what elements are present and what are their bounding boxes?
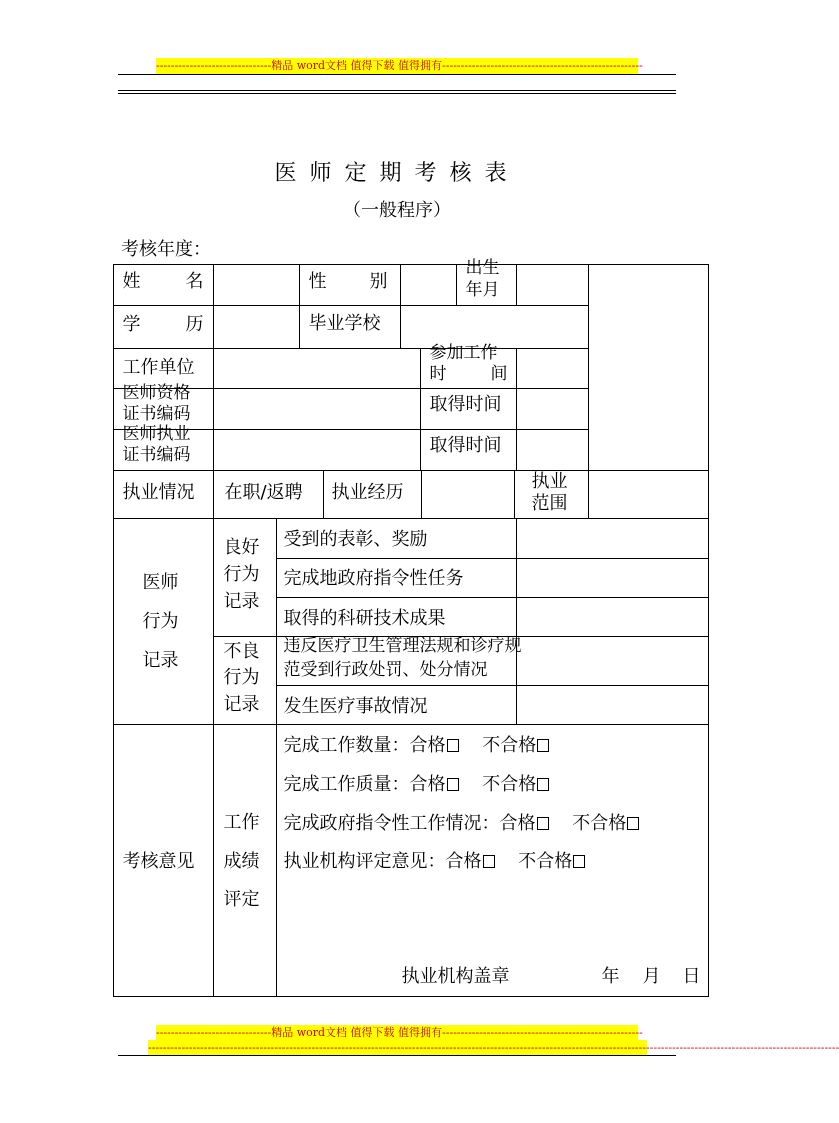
practice-experience-field[interactable] (421, 470, 515, 519)
gender-field[interactable] (400, 264, 457, 306)
obtain-time-field-1[interactable] (516, 388, 589, 430)
performance-label-2: 成绩 (223, 850, 260, 872)
good-item-3: 取得的科研技术成果 (283, 607, 446, 629)
criterion-row-quality (284, 774, 550, 796)
obtain-time-label-cell-2 (420, 429, 517, 471)
education-field[interactable] (213, 305, 300, 349)
checkbox-quantity-pass[interactable] (447, 739, 459, 752)
work-unit-label: 工作单位 (122, 356, 195, 378)
practice-experience-label: 执业经历 (331, 481, 404, 503)
obtain-time-label-1: 取得时间 (429, 393, 502, 415)
opinion-label: 考核意见 (122, 850, 195, 872)
good-behavior-label-cell (213, 518, 277, 637)
gender-label-1: 性 (308, 270, 327, 292)
criterion-quantity-fail: 不合格 (482, 734, 537, 756)
criterion-directive-fail: 不合格 (572, 812, 627, 834)
header-double-rule-top (118, 90, 676, 91)
obtain-time-label-cell-1 (420, 388, 517, 430)
footer-banner-1: -------------------------------精品 word文档 值得下载 值得拥有------------------------------------------------------ (156, 1026, 643, 1039)
start-work-label-cell (420, 342, 517, 389)
bad-behavior-label-1: 不良 (223, 640, 260, 662)
employment-status: 在职/返聘 (224, 481, 303, 503)
obtain-time-label-2: 取得时间 (429, 434, 502, 456)
name-field[interactable] (213, 264, 300, 306)
name-label-cell (113, 264, 214, 306)
checkbox-quality-fail[interactable] (537, 778, 549, 791)
bad-behavior-label-3: 记录 (223, 693, 260, 715)
education-label-1: 学 (122, 313, 141, 335)
date-day: 日 (682, 965, 701, 987)
performance-label-3: 评定 (223, 888, 260, 910)
practice-experience-label-cell (323, 470, 422, 519)
page-subtitle: （一般程序） (343, 200, 451, 221)
good-item-field-3[interactable] (516, 597, 709, 637)
practice-scope-label-1: 执业 (531, 470, 568, 492)
practice-scope-label-cell (514, 470, 589, 519)
practice-scope-field[interactable] (588, 470, 709, 519)
qualification-label-2: 证书编码 (122, 403, 191, 424)
good-behavior-label-1: 良好 (223, 536, 260, 558)
header-rule (118, 74, 676, 75)
criterion-institution-label: 执业机构评定意见：合格 (283, 850, 482, 872)
institution-seal-label: 执业机构盖章 (401, 965, 510, 987)
criterion-quality-label: 完成工作质量：合格 (283, 773, 446, 795)
good-item-cell-3 (276, 597, 517, 637)
license-label-1: 医师执业 (122, 423, 191, 444)
criterion-row-directive (284, 813, 640, 835)
practice-scope-label-2: 范围 (531, 492, 568, 514)
performance-label-cell (213, 724, 277, 997)
good-behavior-label-2: 行为 (223, 563, 260, 585)
good-item-cell-1 (276, 518, 517, 559)
graduated-school-label: 毕业学校 (308, 312, 381, 334)
name-label-1: 姓 (122, 270, 141, 292)
name-label-2: 名 (185, 270, 204, 292)
bad-behavior-label-2: 行为 (223, 666, 260, 688)
start-work-field[interactable] (516, 348, 589, 389)
good-item-field-1[interactable] (516, 518, 709, 559)
bad-behavior-label-cell (213, 636, 277, 725)
criterion-row-quantity (284, 735, 550, 757)
practice-label: 执业情况 (122, 481, 195, 503)
checkbox-directive-pass[interactable] (537, 817, 549, 830)
footer-rule (118, 1055, 676, 1056)
checkbox-quantity-fail[interactable] (537, 739, 549, 752)
criterion-quantity-label: 完成工作数量：合格 (283, 734, 446, 756)
birth-label-1: 出生 (465, 257, 500, 278)
opinion-label-cell (113, 724, 214, 997)
checkbox-directive-fail[interactable] (627, 817, 639, 830)
criterion-quality-fail: 不合格 (482, 773, 537, 795)
good-behavior-label-3: 记录 (223, 590, 260, 612)
birth-field[interactable] (516, 264, 589, 306)
bad-item-field-1[interactable] (516, 636, 709, 686)
start-work-label-2: 时 (429, 363, 447, 384)
checkbox-quality-pass[interactable] (447, 778, 459, 791)
license-code-field[interactable] (213, 429, 421, 471)
education-label-2: 历 (185, 313, 204, 335)
checkbox-institution-fail[interactable] (573, 855, 585, 868)
checkbox-institution-pass[interactable] (483, 855, 495, 868)
license-label-cell (113, 423, 214, 471)
employment-status-cell[interactable] (213, 470, 324, 519)
performance-label-1: 工作 (223, 811, 260, 833)
birth-label-2: 年月 (465, 279, 500, 300)
behavior-label-cell (113, 518, 214, 725)
header-double-rule-bottom (118, 93, 676, 94)
good-item-cell-2 (276, 558, 517, 598)
exam-year-label: 考核年度： (121, 239, 211, 260)
photo-cell[interactable] (588, 264, 709, 471)
bad-item-field-2[interactable] (516, 685, 709, 725)
start-work-label-1: 参加工作 (429, 342, 498, 363)
bad-item-cell-1 (276, 635, 522, 686)
behavior-label-2: 行为 (142, 610, 179, 632)
date-year: 年 (601, 965, 620, 987)
bad-item-2: 发生医疗事故情况 (283, 695, 428, 717)
qualification-label-1: 医师资格 (122, 382, 191, 403)
gender-label-2: 别 (369, 270, 388, 292)
graduated-school-label-cell (299, 305, 401, 349)
criterion-row-institution (284, 851, 586, 873)
bad-item-1-line-2: 范受到行政处罚、处分情况 (283, 659, 488, 680)
education-label-cell (113, 305, 214, 349)
footer-banner-2: ------------------------------------------------------------------------------------------------------------------------------------------------------------------------------------------ (148, 1041, 839, 1054)
qualification-code-field[interactable] (213, 388, 421, 430)
bad-item-1-line-1: 违反医疗卫生管理法规和诊疗规 (283, 635, 522, 656)
assessment-form (113, 257, 709, 997)
graduated-school-field[interactable] (400, 305, 589, 349)
behavior-label-1: 医师 (142, 571, 179, 593)
criteria-cell (276, 724, 709, 997)
gender-label-cell (299, 264, 401, 306)
criterion-institution-fail: 不合格 (518, 850, 573, 872)
header-banner: -------------------------------精品 word文档 值得下载 值得拥有------------------------------------------------------ (156, 59, 643, 72)
obtain-time-field-2[interactable] (516, 429, 589, 471)
practice-label-cell (113, 470, 214, 519)
page-title: 医师定期考核表 (274, 161, 520, 186)
good-item-field-2[interactable] (516, 558, 709, 598)
birth-label-cell (456, 257, 517, 306)
work-unit-field[interactable] (213, 348, 421, 389)
behavior-label-3: 记录 (142, 649, 179, 671)
good-item-2: 完成地政府指令性任务 (283, 567, 464, 589)
date-month: 月 (642, 965, 661, 987)
bad-item-cell-2 (276, 685, 517, 725)
criterion-directive-label: 完成政府指令性工作情况：合格 (283, 812, 536, 834)
license-label-2: 证书编码 (122, 444, 191, 465)
good-item-1: 受到的表彰、奖励 (283, 528, 428, 550)
start-work-label-3: 间 (490, 363, 508, 384)
